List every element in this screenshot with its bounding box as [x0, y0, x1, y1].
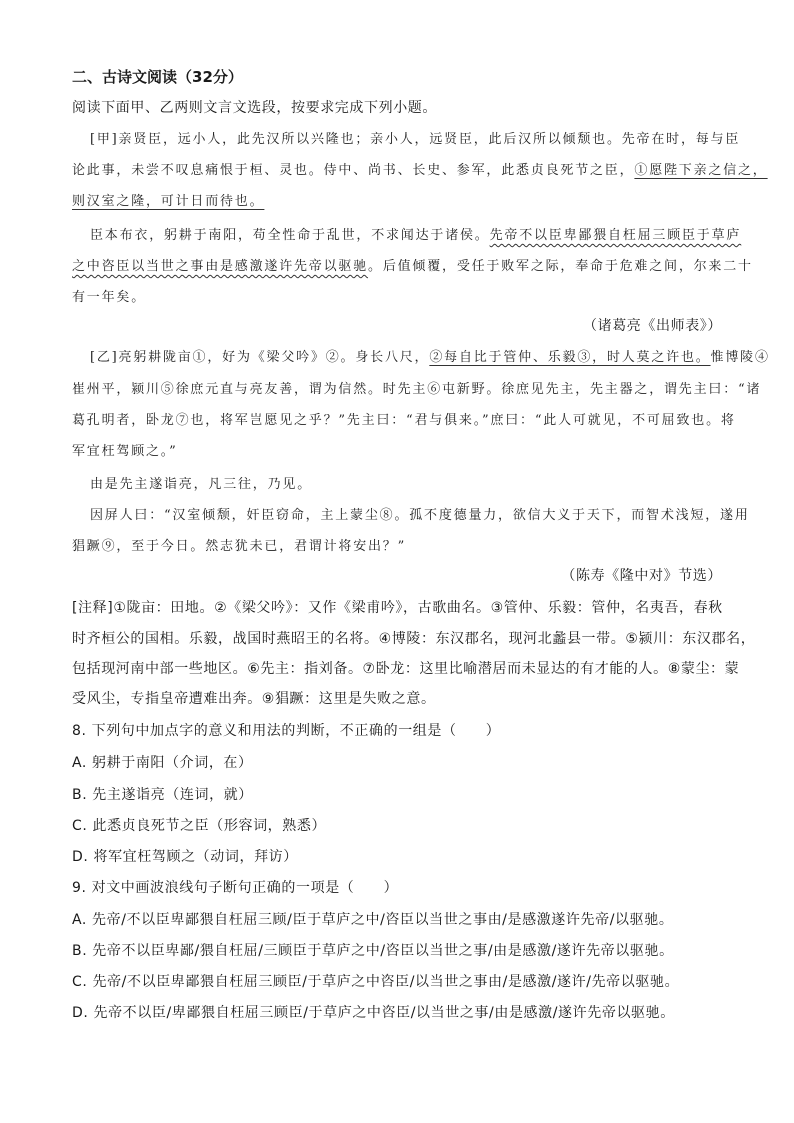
question-8-option-b[interactable]: B. 先主遂诣亮（连词，就） [72, 787, 253, 803]
yi-line-7: 猖蹶⑨，至于今日。然志犹未已，君谓计将安出？” [72, 539, 407, 554]
notes-line-2: 时齐桓公的国相。乐毅，战国时燕昭王的名将。④博陵：东汉郡名，现河北蠡县一带。⑤颍川：东汉郡名， [72, 631, 756, 647]
yi-line-1-tail: 惟博陵④ [710, 350, 770, 365]
notes-line-1: [注释]①陇亩：田地。②《梁父吟》：又作《梁甫吟》，古歌曲名。③管仲、乐毅：管仲，名夷吾，春秋 [72, 600, 723, 616]
jia-wavy-sentence: 先帝不以臣卑鄙猥自枉屈三顾臣于草庐 [489, 228, 742, 243]
question-8-stem: 8. 下列句中加点字的意义和用法的判断，不正确的一组是（ ） [72, 723, 501, 739]
instructions: 阅读下面甲、乙两则文言文选段，按要求完成下列小题。 [72, 100, 437, 116]
jia-line-5-text: 。后值倾覆，受任于败军之际，奉命于危难之间，尔来二十 [368, 259, 753, 274]
yi-line-1 [90, 348, 770, 368]
yi-line-2: 崔州平，颍川⑤徐庶元直与亮友善，谓为信然。时先主⑥屯新野。徐庶见先主，先主器之，谓先主曰：“诸 [72, 382, 762, 397]
question-8-option-d[interactable]: D. 将军宜枉驾顾之（动词，拜访） [72, 849, 298, 865]
jia-wavy-sentence-cont: 之中咨臣以当世之事由是感激遂许先帝以驱驰 [72, 259, 369, 274]
yi-line-3: 葛孔明者，卧龙⑦也，将军岂愿见之乎？”先主曰：“君与俱来。”庶曰：“此人可就见，不可屈致也。将 [72, 413, 736, 428]
jia-line-2-text: 论此事，未尝不叹息痛恨于桓、灵也。侍中、尚书、长史、参军，此悉贞良死节之臣， [72, 163, 635, 178]
jia-line-1: [甲]亲贤臣，远小人，此先汉所以兴隆也；亲小人，远贤臣，此后汉所以倾颓也。先帝在时，每与臣 [90, 132, 741, 147]
notes-line-3: 包括现河南中部一些地区。⑥先主：指刘备。⑦卧龙：这里比喻潜居而未显达的有才能的人。⑧蒙尘：蒙 [72, 661, 740, 677]
question-9-option-b[interactable]: B. 先帝不以臣卑鄙/猥自枉屈/三顾臣于草庐之中/咨臣以当世之事/由是感激/遂许先帝以驱驰。 [72, 943, 674, 959]
jia-line-3 [72, 192, 264, 212]
question-9-option-c[interactable]: C. 先帝/不以臣卑鄙猥自枉屈三顾臣/于草庐之中咨臣/以当世之事由/是感激/遂许/先帝以驱驰。 [72, 974, 680, 990]
jia-underlined-sentence-1: ①愿陛下亲之信之， [634, 163, 768, 178]
yi-line-5: 由是先主遂诣亮，凡三往，乃见。 [90, 477, 313, 492]
question-8-option-a[interactable]: A. 躬耕于南阳（介词，在） [72, 755, 253, 771]
jia-source: （诸葛亮《出师表》） [583, 318, 722, 334]
jia-line-2 [72, 161, 768, 181]
yi-line-4: 军宜枉驾顾之。” [72, 444, 178, 459]
question-9-option-d[interactable]: D. 先帝不以臣/卑鄙猥自枉屈三顾臣/于草庐之中咨臣/以当世之事/由是感激/遂许先帝以驱驰。 [72, 1005, 675, 1021]
jia-line-4 [90, 226, 741, 246]
notes-line-4: 受风尘，专指皇帝遭难出奔。⑨猖蹶：这里是失败之意。 [72, 691, 436, 707]
jia-underlined-sentence-1-cont: 则汉室之隆，可计日而待也。 [72, 194, 265, 209]
yi-line-6: 因屏人曰：“汉室倾颓，奸臣窃命，主上蒙尘⑧。孤不度德量力，欲信大义于天下，而智术浅短，遂用 [90, 508, 750, 523]
jia-line-6: 有一年矣。 [72, 290, 147, 305]
jia-line-4-text: 臣本布衣，躬耕于南阳，苟全性命于乱世，不求闻达于诸侯。 [90, 228, 490, 243]
yi-line-1-text: [乙]亮躬耕陇亩①，好为《梁父吟》②。身长八尺， [90, 350, 430, 365]
question-9-option-a[interactable]: A. 先帝/不以臣卑鄙猥自枉屈三顾/臣于草庐之中/咨臣以当世之事由/是感激遂许先帝/以驱驰。 [72, 912, 674, 928]
question-9-stem: 9. 对文中画波浪线句子断句正确的一项是（ ） [72, 880, 399, 896]
section-title: 二、古诗文阅读（32分） [72, 68, 243, 86]
jia-line-5 [72, 257, 753, 277]
question-8-option-c[interactable]: C. 此悉贞良死节之臣（形容词，熟悉） [72, 818, 327, 834]
yi-underlined-sentence-2: ②每自比于管仲、乐毅③，时人莫之许也。 [429, 350, 711, 365]
yi-source: （陈寿《隆中对》节选） [561, 568, 722, 584]
